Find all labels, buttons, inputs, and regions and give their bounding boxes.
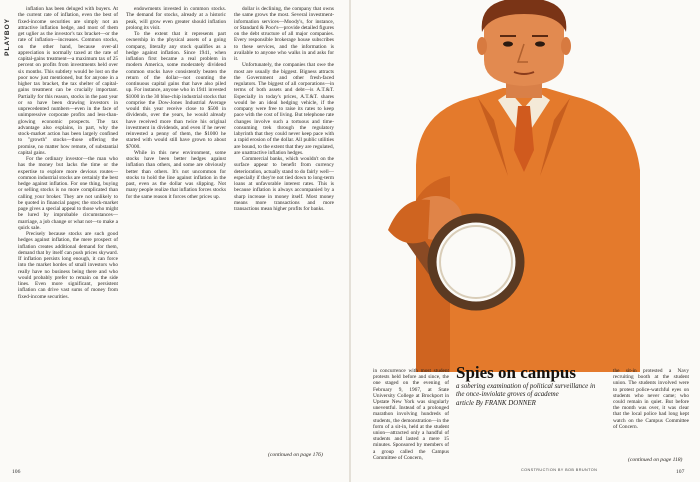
dek	[456, 383, 600, 408]
ear-left	[477, 37, 487, 55]
paragraph: To the extent that it represents part ownership in the physical assets of a going company, literally any stock qualifies as a hedge against inflation. Since 1941, when inflation first became a real problem in modern America, some moderately dividend common stocks have consistently beaten the return of the dollar—not counting the continuous capital gains that have also piled up. For instance, anyone who in 1941 invested $1000 in the 30 blue-chip industrial stocks that comprise the Dow-Jones Industrial Average would this year receive close to $500 in dividends, over the years, he would already have received more than twice his original investment in dividends, and even if he never reinvested a penny of them, the $1000 he started with would still have grown to about $7000.	[126, 31, 226, 150]
byline: article By FRANK DONNER	[456, 400, 536, 408]
story-column-1	[373, 368, 449, 466]
headline: Spies on campus	[456, 363, 576, 382]
paragraph: in concurrence with most student protests held before and since, the one staged on the evening of February 9, 1967, at State University College at Brockport in Upstate New York was singularly uneventful. Instead of a prolonged marathon involving hundreds of students, the demonstration—in the form of a sit-in, held at the student union—attracted only a handful of students and lasted a mere 15 minutes. Sponsored by members of a group called the Campus Committee of Concern,	[373, 368, 449, 461]
paragraph: Commercial banks, which wouldn't on the surface appear to benefit from currency deterioration, actually stand to do fairly well—especially if they're not tied down to long-term loans at unfavorable interest rates. This is because inflation is always accompanied by a sharp increase in money itself. Most money means more transactions and more transactions mean higher profits for banks.	[234, 156, 334, 212]
article-column-3	[234, 6, 334, 424]
paragraph: inflation has been deluged with buyers. At the current rate of inflation, even the best of fixed-income securities are simply not an attractive inflation hedge, and most of them get uglier as the investor's tax bracket—or the rate of inflation—increases. Common stocks, on the other hand, because over-all appreciation is normally taxed at the rate of capital-gains treatment—a maximum tax of 25 percent on profits from investments held over six months. This subtlety would be lost on the poor now just mentioned, but for anyone in a higher tax bracket, the tax shelter of capital-gains treatment can be crucially important. Partially for this reason, stocks in the past year or so have been drawing investors in unprecedented numbers—even in the face of unimpressive corporate profits and less-than-glowing economic prospects. The tax advantage also explains, in part, why the stock-market action has been largely confined to "growth" stocks—those offering the promise, no matter how remote, of substantial capital gains.	[18, 6, 118, 156]
story-column-2	[613, 368, 689, 454]
paragraph: the sit-in protested a Navy recruiting booth at the student union. The students involved were to protest police-watchful eyes on students who never came; who could remain in quiet. But before the month was over, it was clear that the local police had long kept watch on the Campus Committee of Concern.	[613, 368, 689, 430]
article-column-2	[126, 6, 226, 436]
paragraph: endowments invested in common stocks. The demand for stocks, already at a historic peak, will grow even greater should inflation prolong its visit.	[126, 6, 226, 31]
illustration-credit: CONSTRUCTION BY BOB BRUNTON	[521, 468, 598, 472]
masthead: PLAYBOY	[4, 18, 11, 56]
paragraph: Precisely because stocks are such good hedges against inflation, the mere prospect of inflation creates additional demand for them, demand that by itself can push prices skyward. If inflation persists long enough, it can force into the market hordes of small investors who really have no business being there and who would probably prefer to remain on the side lines. Even more significant, persistent inflation can drive vast sums of money from fixed-income securities.	[18, 231, 118, 300]
paragraph: While in this new environment, some stocks have been better hedges against inflation than others, and some are obviously better than others. It's not uncommon for stocks to hold the line against inflation in the past, even as the dollar was slipping. Not many people realize that inflation forces stocks for the same reason it forces other prices up.	[126, 149, 226, 200]
paragraph: dollar is declining, the company that owns the same grows the most. Several investment-information services—Moody's, for instance, or Standard & Poor's—provide detailed figures on the debt structure of all major companies. Every responsible brokerage house subscribes to these services, and the information is available to anyone who walks in and asks for it.	[234, 6, 334, 62]
article-column-1	[18, 6, 118, 436]
dek-text: a sobering examination of political surveillance in the once-inviolate groves of academe	[456, 383, 596, 398]
page-number-left: 106	[12, 469, 21, 475]
sleeve-cuff	[388, 200, 430, 244]
paragraph: For the ordinary investor—the man who has the money but lacks the time or the expertise to explore more devious routes—common industrial stocks are certainly the best hedge against inflation. For one thing, buying or selling stocks is no more complicated than calling your broker. They are not unlikely to be quoted in financial pages; the stock-market page gives a special appeal to those who might be lured by improbable circumstances—marriage, a job change or what not—to make a quick sale.	[18, 156, 118, 231]
spy-illustration	[358, 0, 700, 372]
eye-left	[503, 41, 513, 46]
magnifier-lens	[432, 218, 520, 306]
continued-note-left: (continued on page 176)	[268, 452, 323, 458]
page-number-right: 107	[676, 469, 685, 475]
paragraph: Unfortunately, the companies that owe the most are usually the biggest. Bigness attracts the Government and other fresh-faced regulators. The biggest of all corporations—in terms of both assets and debt—is A.T.&T. Especially in today's prices, A.T.&T. shares would be an ideal hedging vehicle, if the company were free to raise its rates to keep pace with the cost of living. But telephone rate changes involve such a tortuous and time-consuming trek through the regulatory labyrinth that they could never keep pace with a rapid erosion of the dollar. All public utilities are bound, to the extent that they are regulated, are unattractive inflation hedges.	[234, 62, 334, 156]
ear-right	[561, 37, 571, 55]
eye-right	[535, 41, 545, 46]
page-gutter	[349, 0, 351, 482]
continued-note-right: (continued on page 118)	[628, 457, 683, 463]
